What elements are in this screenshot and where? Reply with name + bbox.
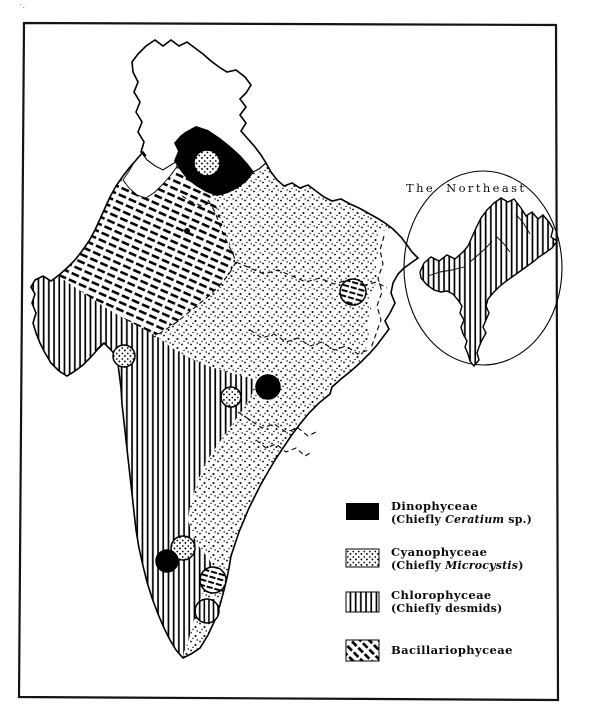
qualifier-suffix: sp.) xyxy=(504,513,533,526)
legend-label: Bacillariophyceae xyxy=(391,643,513,657)
legend-swatch-chlorophyceae xyxy=(346,592,379,612)
site-marker-cyanophyceae xyxy=(221,387,241,407)
legend-swatches xyxy=(346,503,379,661)
legend-item-bacillariophyceae xyxy=(391,644,581,657)
site-marker-chlorophyceae xyxy=(195,599,219,623)
qualifier-text: (Chiefly xyxy=(391,513,446,526)
legend-qualifier xyxy=(391,513,581,526)
legend-label: Dinophyceae xyxy=(391,499,478,513)
legend-item-chlorophyceae xyxy=(391,589,581,615)
northeast-inset xyxy=(404,171,562,366)
legend-swatch-dinophyceae xyxy=(346,503,379,520)
legend-swatch-cyanophyceae xyxy=(346,549,379,567)
site-marker-cyanophyceae xyxy=(194,150,220,176)
legend-label: Cyanophyceae xyxy=(391,545,488,559)
site-marker-dinophyceae xyxy=(256,375,280,399)
region-chlorophyceae-northeast xyxy=(420,198,557,366)
legend-qualifier xyxy=(391,602,581,615)
northeast-inset-label: The Northeast xyxy=(406,181,527,195)
legend-item-cyanophyceae xyxy=(391,546,581,572)
legend-qualifier xyxy=(391,559,581,572)
legend-item-dinophyceae xyxy=(391,500,581,526)
site-marker-bacillariophyceae xyxy=(340,279,366,305)
qualifier-text: (Chiefly xyxy=(391,559,446,572)
site-marker-cyanophyceae xyxy=(113,345,135,367)
site-marker-dinophyceae xyxy=(156,550,178,572)
qualifier-suffix: ) xyxy=(518,559,524,572)
qualifier-genus: Ceratium xyxy=(445,513,505,526)
legend-swatch-bacillariophyceae xyxy=(346,640,379,661)
site-marker-city-dot xyxy=(184,228,190,234)
print-artifact: ·. xyxy=(19,1,27,10)
qualifier-genus: Microcystis xyxy=(445,559,519,572)
site-marker-bacillariophyceae xyxy=(200,567,226,593)
qualifier-text: (Chiefly desmids) xyxy=(391,602,503,615)
legend-label: Chlorophyceae xyxy=(391,588,492,602)
